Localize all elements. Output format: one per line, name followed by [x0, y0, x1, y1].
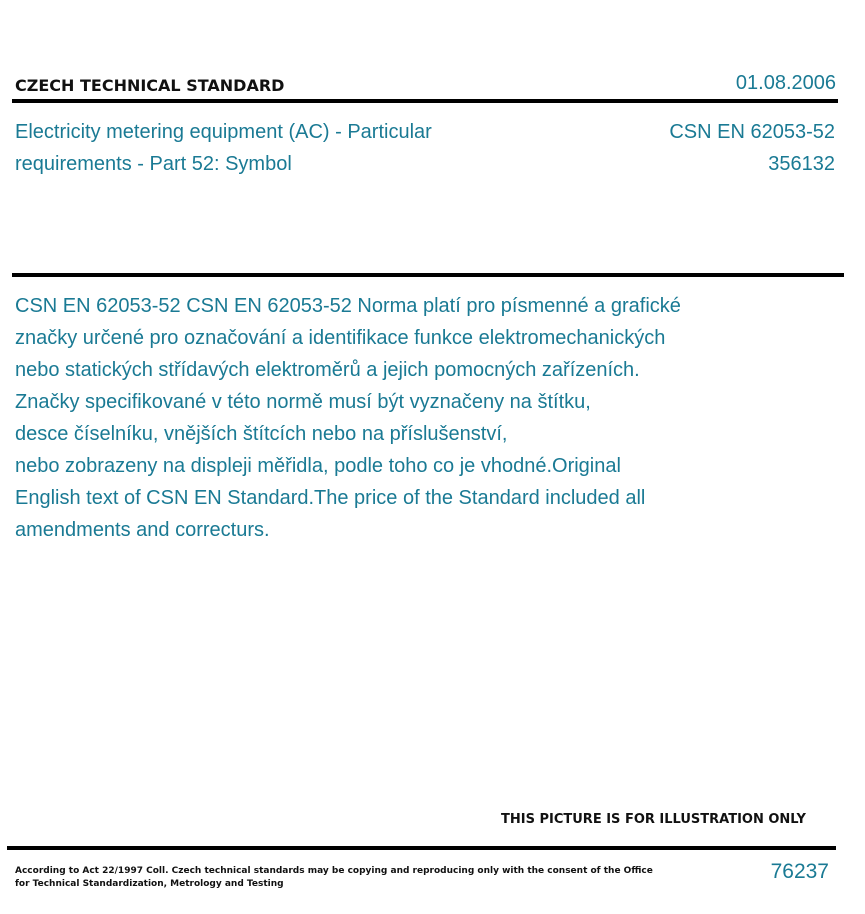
legal-notice-line: for Technical Standardization, Metrology and Testing: [15, 879, 284, 889]
description-line: English text of CSN EN Standard.The price of the Standard included all: [15, 487, 646, 509]
publication-date: 01.08.2006: [735, 72, 836, 94]
description-line: CSN EN 62053-52 CSN EN 62053-52 Norma platí pro písmenné a grafické: [15, 295, 681, 317]
standard-title: [15, 116, 535, 180]
standard-title-line: requirements - Part 52: Symbol: [15, 153, 292, 175]
standard-title-line: Electricity metering equipment (AC) - Particular: [15, 121, 432, 143]
standard-code: CSN EN 62053-52: [669, 121, 835, 143]
description-line: značky určené pro označování a identifikace funkce elektromechanických: [15, 327, 666, 349]
description-line: Značky specifikované v této normě musí být vyznačeny na štítku,: [15, 391, 591, 413]
standard-identifiers: [669, 116, 835, 180]
catalog-number: 356132: [768, 153, 835, 175]
footer-divider: [7, 846, 836, 850]
description-line: desce číselníku, vnějších štítcích nebo na příslušenství,: [15, 423, 508, 445]
document-type-label: CZECH TECHNICAL STANDARD: [15, 76, 285, 95]
standard-description: [15, 290, 835, 546]
description-line: nebo zobrazeny na displeji měřidla, podle toho co je vhodné.Original: [15, 455, 621, 477]
section-divider: [12, 273, 844, 277]
legal-notice: [15, 865, 653, 891]
legal-notice-line: According to Act 22/1997 Coll. Czech technical standards may be copying and reproducing only with the consent of the Office: [15, 866, 653, 876]
document-number: 76237: [770, 860, 829, 883]
header-divider: [12, 99, 838, 103]
description-line: nebo statických střídavých elektroměrů a jejich pomocných zařízeních.: [15, 359, 640, 381]
illustration-disclaimer: THIS PICTURE IS FOR ILLUSTRATION ONLY: [501, 812, 806, 827]
description-line: amendments and correcturs.: [15, 519, 270, 541]
